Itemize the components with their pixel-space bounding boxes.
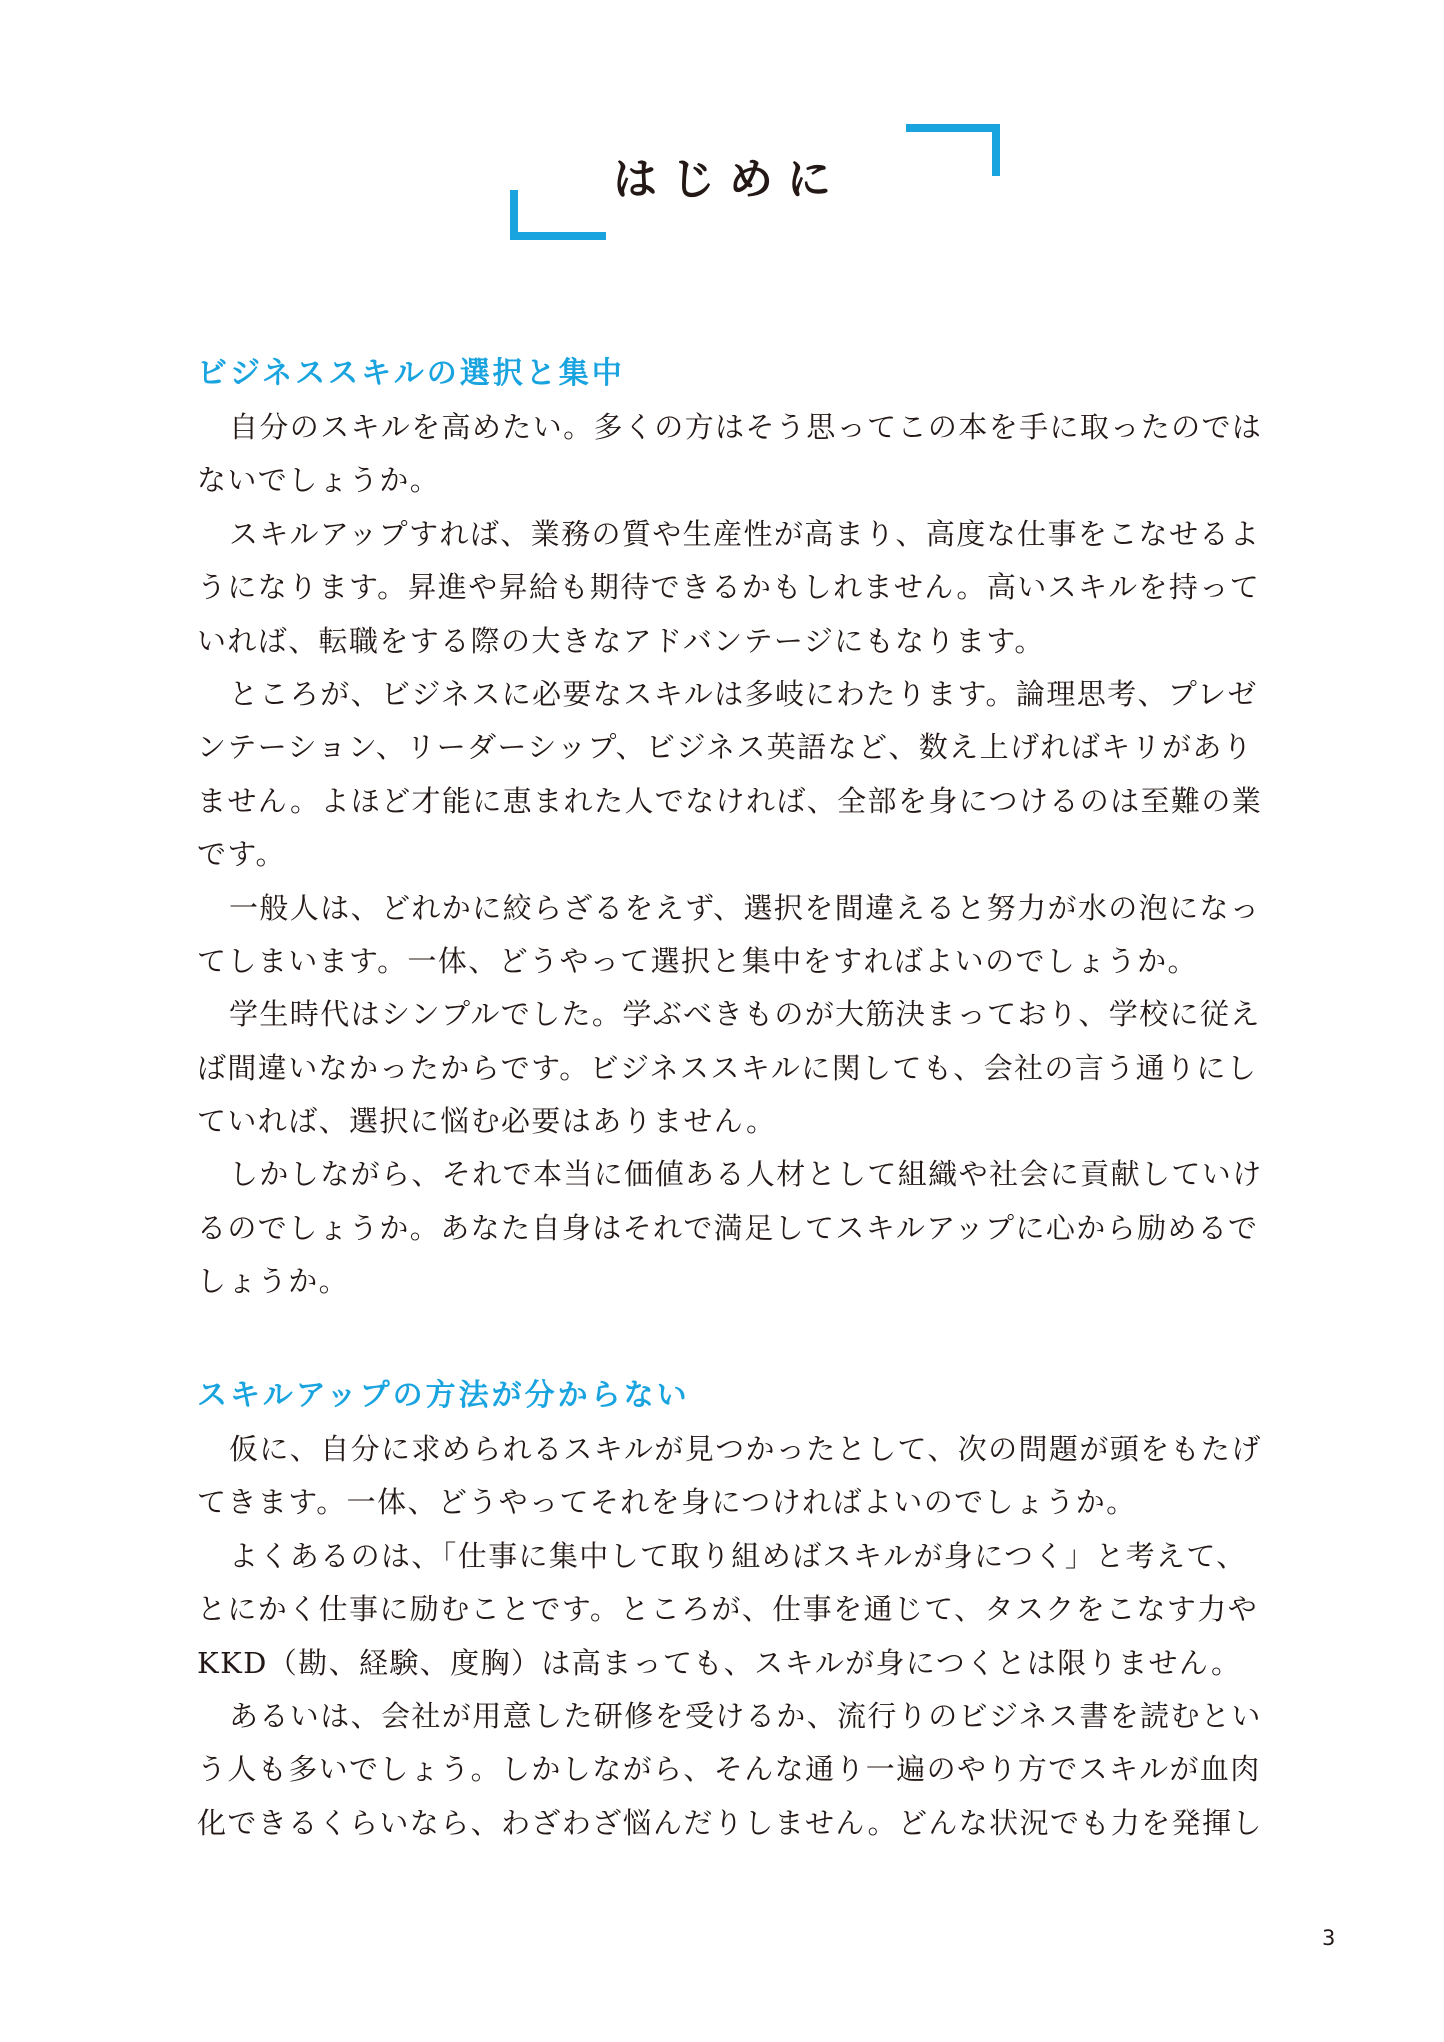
body-line: スキルアップすれば、業務の質や生産性が高まり、高度な仕事をこなせるよ — [229, 516, 1261, 551]
body-line: ところが、ビジネスに必要なスキルは多岐にわたります。論理思考、プレゼ — [229, 676, 1258, 711]
body-line: よくあるのは、「仕事に集中して取り組めばスキルが身につく」と考えて、 — [229, 1538, 1247, 1573]
body-line: ないでしょうか。 — [197, 463, 441, 498]
body-line: KKD（勘、経験、度胸）は高まっても、スキルが身につくとは限りません。 — [197, 1645, 1242, 1680]
body-line: てきます。一体、どうやってそれを身につければよいのでしょうか。 — [197, 1485, 1137, 1520]
body-line: いれば、転職をする際の大きなアドバンテージにもなります。 — [197, 623, 1045, 658]
body-line: ば間違いなかったからです。ビジネススキルに関しても、会社の言う通りにし — [197, 1050, 1258, 1085]
body-line: ンテーション、リーダーシップ、ビジネス英語など、数え上げればキリがあり — [197, 730, 1254, 765]
section-body — [197, 1423, 1307, 1850]
body-line: です。 — [197, 837, 286, 872]
body-line: あるいは、会社が用意した研修を受けるか、流行りのビジネス書を読むとい — [229, 1698, 1262, 1733]
body-line: 化できるくらいなら、わざわざ悩んだりしません。どんな状況でも力を発揮し — [197, 1805, 1263, 1840]
section-skill-up-method — [197, 1370, 1307, 1850]
body-line: うになります。昇進や昇給も期待できるかもしれません。高いスキルを持って — [197, 570, 1261, 605]
body-line: しかしながら、それで本当に価値ある人材として組織や社会に貢献していけ — [229, 1157, 1263, 1192]
body-line: ていれば、選択に悩む必要はありません。 — [197, 1104, 777, 1139]
body-line: 自分のスキルを高めたい。多くの方はそう思ってこの本を手に取ったのでは — [229, 410, 1263, 444]
body-line: とにかく仕事に励むことです。ところが、仕事を通じて、タスクをこなす力や — [197, 1592, 1259, 1627]
body-line: しょうか。 — [197, 1264, 350, 1299]
body-line: 仮に、自分に求められるスキルが見つかったとして、次の問題が頭をもたげ — [229, 1432, 1262, 1466]
body-line: う人も多いでしょう。しかしながら、そんな通り一遍のやり方でスキルが血肉 — [197, 1752, 1261, 1787]
section-selection-and-focus — [197, 348, 1307, 1309]
section-heading: スキルアップの方法が分からない — [197, 1378, 690, 1413]
body-line: 学生時代はシンプルでした。学ぶべきものが大筋決まっており、学校に従え — [229, 997, 1261, 1032]
page-number: 3 — [1322, 1926, 1336, 1950]
body-line: 一般人は、どれかに絞らざるをえず、選択を間違えると努力が水の泡になっ — [229, 890, 1261, 925]
section-heading: ビジネススキルの選択と集中 — [197, 356, 625, 391]
section-body — [197, 401, 1307, 1309]
body-line: るのでしょうか。あなた自身はそれで満足してスキルアップに心から励めるで — [197, 1210, 1259, 1245]
body-line: ません。よほど才能に恵まれた人でなければ、全部を身につけるのは至難の業 — [197, 783, 1263, 818]
body-line: てしまいます。一体、どうやって選択と集中をすればよいのでしょうか。 — [197, 943, 1198, 978]
page-title: はじめに — [613, 154, 845, 205]
